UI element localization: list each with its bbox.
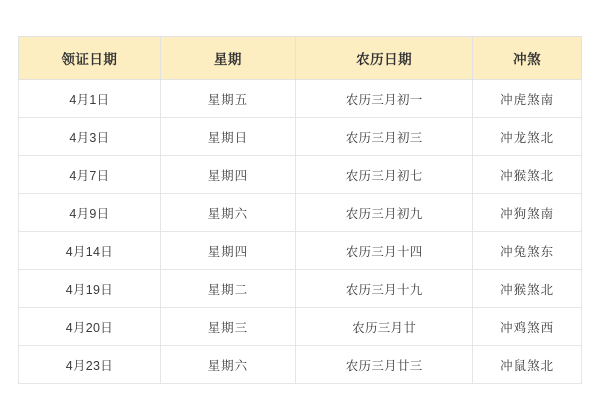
calendar-table-container (18, 36, 582, 384)
marriage-registration-date-table (18, 36, 582, 384)
table-row (19, 156, 582, 194)
column-header-date: 领证日期 (19, 37, 161, 80)
cell-lunar-date: 农历三月初七 (295, 156, 472, 194)
cell-weekday: 星期六 (160, 346, 295, 384)
column-header-weekday: 星期 (160, 37, 295, 80)
table-row (19, 270, 582, 308)
cell-weekday: 星期三 (160, 308, 295, 346)
table-body (19, 80, 582, 384)
cell-date: 4月7日 (19, 156, 161, 194)
cell-weekday: 星期四 (160, 156, 295, 194)
table-row (19, 308, 582, 346)
table-row (19, 194, 582, 232)
cell-date: 4月14日 (19, 232, 161, 270)
column-header-clash: 冲煞 (473, 37, 582, 80)
cell-lunar-date: 农历三月十四 (295, 232, 472, 270)
cell-clash: 冲鼠煞北 (473, 346, 582, 384)
cell-lunar-date: 农历三月廿 (295, 308, 472, 346)
table-row (19, 232, 582, 270)
cell-weekday: 星期六 (160, 194, 295, 232)
table-row (19, 346, 582, 384)
cell-date: 4月9日 (19, 194, 161, 232)
cell-date: 4月23日 (19, 346, 161, 384)
cell-weekday: 星期日 (160, 118, 295, 156)
cell-lunar-date: 农历三月十九 (295, 270, 472, 308)
cell-weekday: 星期四 (160, 232, 295, 270)
cell-clash: 冲猴煞北 (473, 270, 582, 308)
column-header-lunar-date: 农历日期 (295, 37, 472, 80)
table-row (19, 118, 582, 156)
cell-clash: 冲狗煞南 (473, 194, 582, 232)
cell-clash: 冲猴煞北 (473, 156, 582, 194)
cell-clash: 冲龙煞北 (473, 118, 582, 156)
cell-date: 4月19日 (19, 270, 161, 308)
table-header-row (19, 37, 582, 80)
cell-date: 4月3日 (19, 118, 161, 156)
cell-clash: 冲鸡煞西 (473, 308, 582, 346)
table-row (19, 80, 582, 118)
cell-clash: 冲兔煞东 (473, 232, 582, 270)
cell-lunar-date: 农历三月廿三 (295, 346, 472, 384)
cell-date: 4月1日 (19, 80, 161, 118)
cell-lunar-date: 农历三月初九 (295, 194, 472, 232)
cell-lunar-date: 农历三月初一 (295, 80, 472, 118)
cell-weekday: 星期五 (160, 80, 295, 118)
cell-date: 4月20日 (19, 308, 161, 346)
cell-clash: 冲虎煞南 (473, 80, 582, 118)
cell-weekday: 星期二 (160, 270, 295, 308)
table-header (19, 37, 582, 80)
cell-lunar-date: 农历三月初三 (295, 118, 472, 156)
